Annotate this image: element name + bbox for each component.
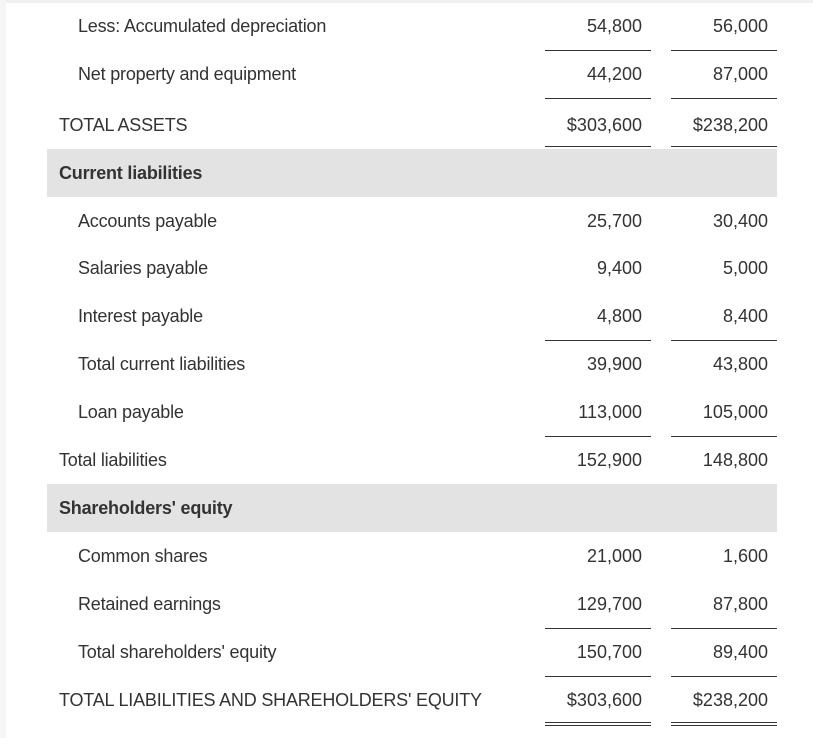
current-year-value: 4,800 [596,305,642,326]
left-edge-shadow [0,0,6,738]
row-accumulated-depreciation [47,2,777,50]
row-label: Common shares [78,545,208,566]
row-label: Total liabilities [59,449,167,470]
current-year-value: $303,600 [566,114,642,135]
row-label: Salaries payable [78,257,208,278]
row-accounts-payable [47,197,777,245]
section-header-shareholders-equity [47,484,777,532]
row-label: Interest payable [78,305,203,326]
prior-year-value: $238,200 [692,689,768,710]
current-year-value: 39,900 [586,353,642,374]
double-underline-prior-year [671,722,777,726]
prior-year-value: 30,400 [712,210,768,231]
row-interest-payable [47,292,777,340]
prior-year-value: 43,800 [712,353,768,374]
row-total-current-liabilities [47,340,777,388]
row-total-liabilities-and-equity [47,676,777,724]
row-label: Net property and equipment [78,63,296,84]
current-year-value: 113,000 [578,401,642,422]
row-label: Less: Accumulated depreciation [78,15,327,36]
underline-current-year [545,98,651,99]
row-label: TOTAL ASSETS [59,114,188,135]
row-label: Retained earnings [78,593,221,614]
current-year-value: 150,700 [576,641,642,662]
section-header-current-liabilities [47,149,777,197]
row-label: Accounts payable [78,210,217,231]
double-underline-current-year [545,722,651,726]
row-label: Total shareholders' equity [78,641,277,662]
row-total-shareholders-equity [47,628,777,676]
current-year-value: 152,900 [576,449,642,470]
row-retained-earnings [47,580,777,628]
section-title: Current liabilities [59,162,203,183]
current-year-value: 129,700 [576,593,642,614]
row-loan-payable [47,388,777,436]
prior-year-value: 89,400 [712,641,768,662]
row-label: Total current liabilities [78,353,246,374]
prior-year-value: 87,000 [712,63,768,84]
row-salaries-payable [47,244,777,292]
prior-year-value: 148,800 [702,449,768,470]
current-year-value: 54,800 [586,15,642,36]
prior-year-value: 5,000 [722,257,768,278]
row-label: Loan payable [78,401,184,422]
current-year-value: 44,200 [586,63,642,84]
current-year-value: 9,400 [596,257,642,278]
prior-year-value: 1,600 [722,545,768,566]
underline-prior-year [671,98,777,99]
prior-year-value: $238,200 [692,114,768,135]
current-year-value: 21,000 [586,545,642,566]
current-year-value: $303,600 [566,689,642,710]
row-total-liabilities [47,436,777,484]
row-net-property-equipment [47,50,777,98]
prior-year-value: 105,000 [702,401,768,422]
prior-year-value: 87,800 [712,593,768,614]
section-title: Shareholders' equity [59,497,233,518]
prior-year-value: 8,400 [722,305,768,326]
row-common-shares [47,532,777,580]
prior-year-value: 56,000 [712,15,768,36]
row-label: TOTAL LIABILITIES AND SHAREHOLDERS' EQUITY [59,689,482,710]
row-total-assets [47,101,777,149]
current-year-value: 25,700 [586,210,642,231]
